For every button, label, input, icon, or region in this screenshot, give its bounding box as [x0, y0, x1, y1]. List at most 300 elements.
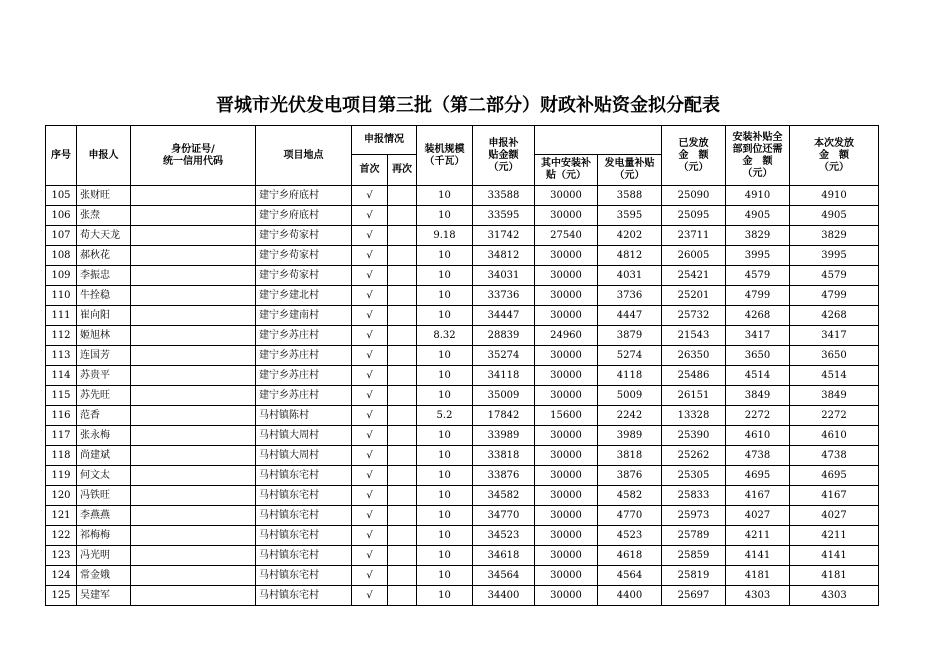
- cell-seq: 123: [46, 546, 77, 566]
- cell-current: 4181: [790, 566, 879, 586]
- cell-location: 马村镇东宅村: [256, 526, 352, 546]
- table-row: [46, 266, 879, 286]
- cell-again: [388, 446, 417, 466]
- cell-remaining: 3829: [726, 226, 790, 246]
- cell-power: 4770: [598, 506, 662, 526]
- header-install-line1: 其中安装补: [541, 158, 591, 169]
- cell-applicant: 李燕燕: [77, 506, 131, 526]
- cell-install: 30000: [535, 366, 598, 386]
- cell-amount: 35009: [473, 386, 535, 406]
- cell-paid: 25305: [662, 466, 726, 486]
- cell-location: 建宁乡苏庄村: [256, 366, 352, 386]
- cell-location: 建宁乡建北村: [256, 286, 352, 306]
- cell-current: 4610: [790, 426, 879, 446]
- cell-amount: 33736: [473, 286, 535, 306]
- cell-remaining: 4799: [726, 286, 790, 306]
- cell-remaining: 4910: [726, 186, 790, 206]
- cell-first: √: [352, 426, 388, 446]
- table-row: [46, 526, 879, 546]
- cell-applicant: 范香: [77, 406, 131, 426]
- cell-remaining: 4514: [726, 366, 790, 386]
- cell-power: 4618: [598, 546, 662, 566]
- table-row: [46, 286, 879, 306]
- cell-first: √: [352, 446, 388, 466]
- cell-remaining: 4167: [726, 486, 790, 506]
- cell-applicant: 苏贵平: [77, 366, 131, 386]
- cell-paid: 25421: [662, 266, 726, 286]
- cell-first: √: [352, 246, 388, 266]
- table-row: [46, 306, 879, 326]
- cell-location: 建宁乡荀家村: [256, 266, 352, 286]
- cell-location: 建宁乡苏庄村: [256, 326, 352, 346]
- table-row: [46, 586, 879, 606]
- cell-amount: 31742: [473, 226, 535, 246]
- cell-location: 建宁乡府底村: [256, 186, 352, 206]
- header-applicant: 申报人: [77, 126, 131, 186]
- cell-paid: 26151: [662, 386, 726, 406]
- header-amount: [473, 126, 535, 186]
- cell-power: 5274: [598, 346, 662, 366]
- cell-power: 5009: [598, 386, 662, 406]
- cell-amount: 34447: [473, 306, 535, 326]
- cell-power: 4812: [598, 246, 662, 266]
- cell-capacity: 10: [417, 506, 473, 526]
- cell-seq: 116: [46, 406, 77, 426]
- cell-amount: 33876: [473, 466, 535, 486]
- cell-id: [131, 586, 256, 606]
- cell-seq: 122: [46, 526, 77, 546]
- cell-first: √: [352, 586, 388, 606]
- cell-current: 4027: [790, 506, 879, 526]
- cell-id: [131, 546, 256, 566]
- table-row: [46, 346, 879, 366]
- cell-again: [388, 466, 417, 486]
- cell-id: [131, 426, 256, 446]
- cell-location: 建宁乡建南村: [256, 306, 352, 326]
- cell-capacity: 10: [417, 266, 473, 286]
- cell-applicant: 郝秋花: [77, 246, 131, 266]
- cell-seq: 111: [46, 306, 77, 326]
- cell-again: [388, 566, 417, 586]
- header-amount-line1: 申报补: [488, 137, 519, 149]
- cell-id: [131, 486, 256, 506]
- cell-current: 4514: [790, 366, 879, 386]
- cell-location: 马村镇大周村: [256, 446, 352, 466]
- cell-remaining: 4141: [726, 546, 790, 566]
- header-install-line2: 贴（元）: [546, 170, 586, 181]
- cell-capacity: 10: [417, 586, 473, 606]
- cell-id: [131, 566, 256, 586]
- cell-power: 3879: [598, 326, 662, 346]
- cell-install: 30000: [535, 566, 598, 586]
- cell-capacity: 10: [417, 366, 473, 386]
- cell-again: [388, 486, 417, 506]
- cell-paid: 25262: [662, 446, 726, 466]
- cell-seq: 105: [46, 186, 77, 206]
- cell-power: 4582: [598, 486, 662, 506]
- cell-power: 3736: [598, 286, 662, 306]
- cell-current: 4303: [790, 586, 879, 606]
- cell-power: 3595: [598, 206, 662, 226]
- header-amount-line2: 贴金额: [488, 149, 519, 161]
- header-amount-split-blank: [535, 126, 662, 155]
- header-current-line1: 本次发放: [814, 137, 854, 149]
- cell-applicant: 冯光明: [77, 546, 131, 566]
- cell-current: 4905: [790, 206, 879, 226]
- cell-location: 马村镇东宅村: [256, 506, 352, 526]
- header-location: 项目地点: [256, 126, 352, 186]
- header-seq: 序号: [46, 126, 77, 186]
- cell-install: 30000: [535, 246, 598, 266]
- cell-capacity: 10: [417, 546, 473, 566]
- cell-power: 3876: [598, 466, 662, 486]
- cell-amount: 33818: [473, 446, 535, 466]
- cell-id: [131, 366, 256, 386]
- cell-applicant: 荀大天龙: [77, 226, 131, 246]
- cell-seq: 117: [46, 426, 77, 446]
- header-capacity-line2: （千瓦）: [424, 155, 465, 167]
- cell-applicant: 何文太: [77, 466, 131, 486]
- table-row: [46, 226, 879, 246]
- cell-paid: 25833: [662, 486, 726, 506]
- cell-again: [388, 186, 417, 206]
- cell-capacity: 10: [417, 526, 473, 546]
- cell-power: 3818: [598, 446, 662, 466]
- cell-again: [388, 286, 417, 306]
- cell-first: √: [352, 286, 388, 306]
- cell-amount: 34770: [473, 506, 535, 526]
- cell-capacity: 10: [417, 386, 473, 406]
- cell-location: 马村镇东宅村: [256, 566, 352, 586]
- cell-applicant: 张财旺: [77, 186, 131, 206]
- cell-seq: 121: [46, 506, 77, 526]
- cell-remaining: 3417: [726, 326, 790, 346]
- header-id-line2: 统一信用代码: [163, 155, 223, 167]
- cell-applicant: 崔向阳: [77, 306, 131, 326]
- cell-seq: 119: [46, 466, 77, 486]
- page-title: 晋城市光伏发电项目第三批（第二部分）财政补贴资金拟分配表: [216, 95, 720, 116]
- cell-seq: 108: [46, 246, 77, 266]
- cell-capacity: 10: [417, 466, 473, 486]
- cell-seq: 112: [46, 326, 77, 346]
- cell-amount: 34118: [473, 366, 535, 386]
- header-first: 首次: [352, 155, 388, 186]
- cell-capacity: 10: [417, 566, 473, 586]
- cell-first: √: [352, 486, 388, 506]
- cell-seq: 106: [46, 206, 77, 226]
- cell-paid: 13328: [662, 406, 726, 426]
- table-row: [46, 466, 879, 486]
- cell-install: 30000: [535, 426, 598, 446]
- cell-install: 30000: [535, 286, 598, 306]
- cell-first: √: [352, 366, 388, 386]
- cell-install: 30000: [535, 386, 598, 406]
- cell-remaining: 4695: [726, 466, 790, 486]
- cell-amount: 34618: [473, 546, 535, 566]
- cell-paid: 25486: [662, 366, 726, 386]
- cell-capacity: 10: [417, 446, 473, 466]
- cell-remaining: 4579: [726, 266, 790, 286]
- cell-seq: 107: [46, 226, 77, 246]
- header-capacity-line1: 装机规模: [424, 143, 465, 155]
- cell-applicant: 祁梅梅: [77, 526, 131, 546]
- cell-amount: 34564: [473, 566, 535, 586]
- header-remaining: [726, 126, 790, 186]
- cell-location: 建宁乡府底村: [256, 206, 352, 226]
- cell-install: 24960: [535, 326, 598, 346]
- cell-id: [131, 506, 256, 526]
- cell-capacity: 10: [417, 426, 473, 446]
- cell-id: [131, 206, 256, 226]
- cell-again: [388, 426, 417, 446]
- cell-id: [131, 446, 256, 466]
- cell-current: 4268: [790, 306, 879, 326]
- cell-first: √: [352, 506, 388, 526]
- header-remaining-line2: 部到位还需: [732, 143, 783, 155]
- cell-paid: 25095: [662, 206, 726, 226]
- cell-location: 马村镇东宅村: [256, 486, 352, 506]
- header-remaining-line4: （元）: [742, 167, 773, 179]
- cell-first: √: [352, 466, 388, 486]
- table-row: [46, 246, 879, 266]
- cell-power: 3588: [598, 186, 662, 206]
- cell-again: [388, 546, 417, 566]
- cell-capacity: 10: [417, 346, 473, 366]
- cell-power: 4447: [598, 306, 662, 326]
- cell-capacity: 10: [417, 246, 473, 266]
- cell-again: [388, 406, 417, 426]
- header-id-line1: 身份证号/: [171, 143, 215, 155]
- cell-location: 建宁乡苏庄村: [256, 346, 352, 366]
- header-current: [790, 126, 879, 186]
- table-row: [46, 186, 879, 206]
- cell-applicant: 苏先旺: [77, 386, 131, 406]
- cell-current: 4695: [790, 466, 879, 486]
- cell-amount: 33989: [473, 426, 535, 446]
- cell-amount: 33588: [473, 186, 535, 206]
- cell-applicant: 冯铁旺: [77, 486, 131, 506]
- cell-seq: 124: [46, 566, 77, 586]
- cell-remaining: 4905: [726, 206, 790, 226]
- cell-paid: 25973: [662, 506, 726, 526]
- cell-amount: 33595: [473, 206, 535, 226]
- header-power-line1: 发电量补贴: [604, 158, 655, 169]
- header-paid: [662, 126, 726, 186]
- cell-remaining: 4027: [726, 506, 790, 526]
- cell-seq: 125: [46, 586, 77, 606]
- cell-capacity: 10: [417, 306, 473, 326]
- cell-again: [388, 366, 417, 386]
- cell-again: [388, 346, 417, 366]
- cell-current: 4738: [790, 446, 879, 466]
- cell-amount: 34400: [473, 586, 535, 606]
- cell-paid: 25201: [662, 286, 726, 306]
- cell-capacity: 5.2: [417, 406, 473, 426]
- cell-paid: 25390: [662, 426, 726, 446]
- cell-first: √: [352, 526, 388, 546]
- cell-id: [131, 386, 256, 406]
- header-paid-line2: 金 额: [678, 149, 709, 161]
- cell-id: [131, 246, 256, 266]
- cell-location: 建宁乡荀家村: [256, 246, 352, 266]
- cell-install: 30000: [535, 306, 598, 326]
- cell-current: 3995: [790, 246, 879, 266]
- cell-applicant: 尚建斌: [77, 446, 131, 466]
- cell-remaining: 4268: [726, 306, 790, 326]
- cell-location: 马村镇东宅村: [256, 466, 352, 486]
- cell-paid: 23711: [662, 226, 726, 246]
- cell-capacity: 10: [417, 206, 473, 226]
- cell-first: √: [352, 206, 388, 226]
- cell-applicant: 张焘: [77, 206, 131, 226]
- cell-amount: 28839: [473, 326, 535, 346]
- cell-first: √: [352, 186, 388, 206]
- header-remaining-line1: 安装补贴全: [732, 131, 783, 143]
- cell-again: [388, 586, 417, 606]
- cell-again: [388, 246, 417, 266]
- cell-remaining: 3849: [726, 386, 790, 406]
- cell-install: 30000: [535, 506, 598, 526]
- cell-install: 30000: [535, 486, 598, 506]
- cell-install: 30000: [535, 446, 598, 466]
- cell-seq: 118: [46, 446, 77, 466]
- cell-id: [131, 466, 256, 486]
- cell-amount: 34582: [473, 486, 535, 506]
- cell-remaining: 4181: [726, 566, 790, 586]
- cell-id: [131, 526, 256, 546]
- cell-install: 30000: [535, 466, 598, 486]
- header-install: [535, 155, 598, 186]
- cell-seq: 120: [46, 486, 77, 506]
- cell-power: 4202: [598, 226, 662, 246]
- header-capacity: [417, 126, 473, 186]
- cell-remaining: 4211: [726, 526, 790, 546]
- cell-install: 30000: [535, 346, 598, 366]
- cell-first: √: [352, 226, 388, 246]
- cell-seq: 115: [46, 386, 77, 406]
- cell-location: 建宁乡荀家村: [256, 226, 352, 246]
- cell-applicant: 连国芳: [77, 346, 131, 366]
- cell-id: [131, 326, 256, 346]
- cell-again: [388, 206, 417, 226]
- cell-capacity: 9.18: [417, 226, 473, 246]
- cell-again: [388, 326, 417, 346]
- cell-capacity: 8.32: [417, 326, 473, 346]
- cell-first: √: [352, 406, 388, 426]
- cell-again: [388, 526, 417, 546]
- cell-paid: 25859: [662, 546, 726, 566]
- header-power-line2: （元）: [614, 170, 645, 181]
- cell-amount: 34523: [473, 526, 535, 546]
- cell-install: 27540: [535, 226, 598, 246]
- cell-amount: 34812: [473, 246, 535, 266]
- cell-id: [131, 286, 256, 306]
- cell-current: 2272: [790, 406, 879, 426]
- table-row: [46, 326, 879, 346]
- header-remaining-line3: 金 额: [742, 155, 773, 167]
- cell-again: [388, 386, 417, 406]
- header-power: [598, 155, 662, 186]
- cell-first: √: [352, 546, 388, 566]
- cell-id: [131, 406, 256, 426]
- cell-applicant: 牛拴稳: [77, 286, 131, 306]
- cell-location: 马村镇东宅村: [256, 586, 352, 606]
- cell-again: [388, 306, 417, 326]
- cell-current: 3650: [790, 346, 879, 366]
- cell-paid: 26350: [662, 346, 726, 366]
- cell-applicant: 常金娥: [77, 566, 131, 586]
- table-row: [46, 506, 879, 526]
- cell-current: 3829: [790, 226, 879, 246]
- header-again: 再次: [388, 155, 417, 186]
- table-row: [46, 546, 879, 566]
- cell-remaining: 4738: [726, 446, 790, 466]
- cell-applicant: 李振忠: [77, 266, 131, 286]
- cell-power: 4523: [598, 526, 662, 546]
- cell-current: 4141: [790, 546, 879, 566]
- cell-install: 30000: [535, 586, 598, 606]
- table-row: [46, 446, 879, 466]
- cell-remaining: 3995: [726, 246, 790, 266]
- cell-id: [131, 306, 256, 326]
- cell-install: 30000: [535, 206, 598, 226]
- cell-id: [131, 346, 256, 366]
- cell-current: 3417: [790, 326, 879, 346]
- header-paid-line3: （元）: [678, 161, 709, 173]
- cell-install: 30000: [535, 546, 598, 566]
- cell-capacity: 10: [417, 486, 473, 506]
- cell-paid: 25090: [662, 186, 726, 206]
- cell-first: √: [352, 306, 388, 326]
- cell-current: 4211: [790, 526, 879, 546]
- cell-power: 3989: [598, 426, 662, 446]
- cell-current: 3849: [790, 386, 879, 406]
- cell-again: [388, 226, 417, 246]
- header-current-line2: 金 额: [819, 149, 849, 161]
- table-row: [46, 566, 879, 586]
- cell-amount: 17842: [473, 406, 535, 426]
- cell-capacity: 10: [417, 286, 473, 306]
- cell-paid: 25819: [662, 566, 726, 586]
- cell-location: 马村镇陈村: [256, 406, 352, 426]
- cell-again: [388, 266, 417, 286]
- cell-current: 4799: [790, 286, 879, 306]
- cell-paid: 25732: [662, 306, 726, 326]
- cell-id: [131, 266, 256, 286]
- allocation-table: [45, 125, 879, 606]
- cell-seq: 113: [46, 346, 77, 366]
- cell-location: 马村镇大周村: [256, 426, 352, 446]
- cell-paid: 25697: [662, 586, 726, 606]
- cell-id: [131, 186, 256, 206]
- cell-capacity: 10: [417, 186, 473, 206]
- table-row: [46, 386, 879, 406]
- cell-paid: 21543: [662, 326, 726, 346]
- cell-first: √: [352, 566, 388, 586]
- cell-first: √: [352, 346, 388, 366]
- cell-first: √: [352, 386, 388, 406]
- table-row: [46, 426, 879, 446]
- cell-amount: 35274: [473, 346, 535, 366]
- cell-seq: 114: [46, 366, 77, 386]
- cell-seq: 109: [46, 266, 77, 286]
- header-paid-line1: 已发放: [678, 137, 709, 149]
- table-row: [46, 406, 879, 426]
- header-id: [131, 126, 256, 186]
- cell-install: 15600: [535, 406, 598, 426]
- cell-first: √: [352, 326, 388, 346]
- cell-paid: 25789: [662, 526, 726, 546]
